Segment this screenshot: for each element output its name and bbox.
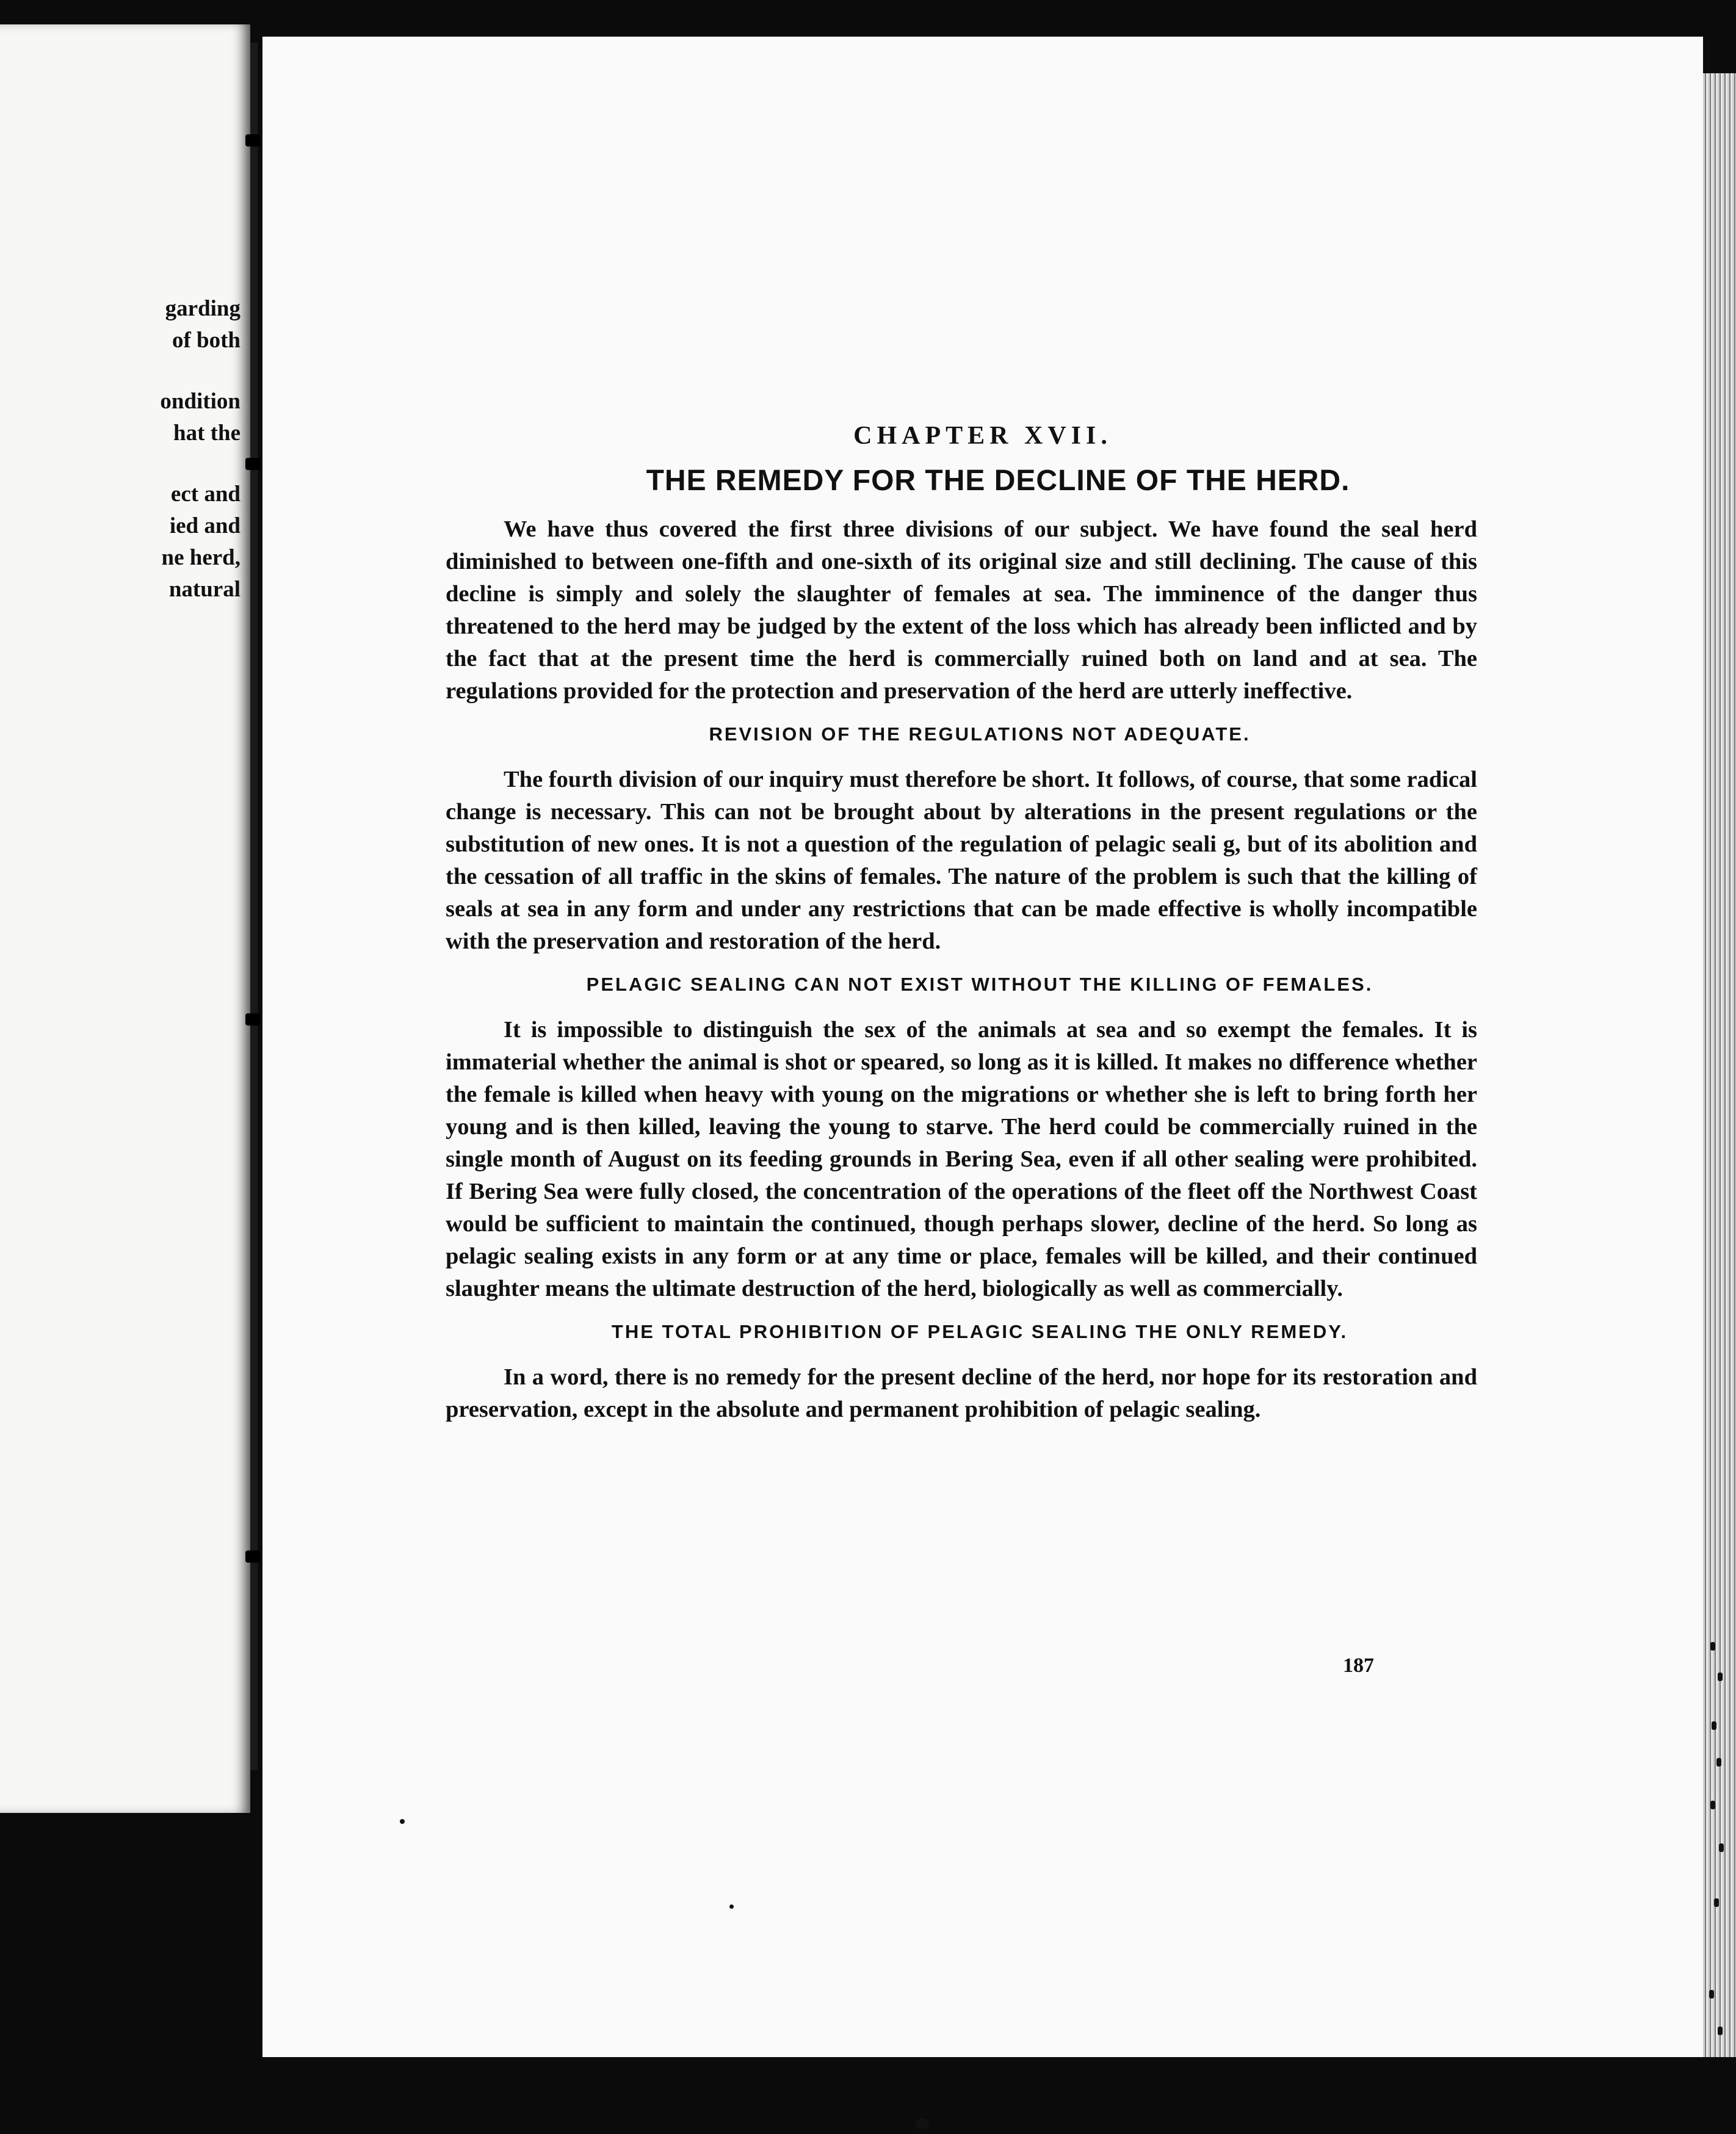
section-heading: THE TOTAL PROHIBITION OF PELAGIC SEALING THE ONLY REMEDY. [611,1321,1348,1342]
left-line: garding [165,296,241,321]
section-heading: PELAGIC SEALING CAN NOT EXIST WITHOUT THE KILLING OF FEMALES. [586,974,1373,995]
section-paragraph: In a word, there is no remedy for the present decline of the herd, nor hope for its restoration and preservation, except in the absolute and permanent prohibition of pelagic sealing. [446,1364,1477,1422]
left-page [0,24,250,1813]
left-line: ect and [170,482,241,507]
ink-speck [400,1819,405,1824]
left-line: ondition [160,389,241,414]
left-page-text [160,293,241,606]
binding-stitch [245,1550,260,1563]
binding-stitch [245,458,260,470]
ink-speck [729,1904,734,1909]
page-content [446,421,1477,1426]
book-spine [250,43,258,1770]
left-line: natural [168,577,241,602]
binding-stitch [245,134,260,146]
section-heading: REVISION OF THE REGULATIONS NOT ADEQUATE. [709,723,1251,745]
ink-speck [916,2118,929,2129]
left-line: ne herd, [161,545,241,570]
left-line: ied and [169,513,241,538]
section-paragraph: It is impossible to distinguish the sex of the animals at sea and so exempt the females. It is immaterial whether the animal is shot or speared, so long as it is killed. It makes no difference whether the female is killed when heavy with young on the migrations or whether she is left to bring forth her young and is then killed, leaving the young to starve. The herd could be commercially ruined in the single month of August on its feeding grounds in Bering Sea, even if all other sealing were prohibited. If Bering Sea were fully closed, the concentration of the operations of the fleet off the Northwest Coast would be sufficient to maintain the continued, though perhaps slower, decline of the herd. So long as pelagic sealing exists in any form or at any time or place, females will be killed, and their continued slaughter means the ultimate destruction of the herd, biologically as well as commercially. [446,1017,1477,1301]
section-paragraph: The fourth division of our inquiry must therefore be short. It follows, of course, that some radical change is necessary. This can not be brought about by alterations in the present regulations or the substitution of new ones. It is not a question of the regulation of pelagic seali g, but of its abolition and the cessation of all traffic in the skins of females. The nature of the problem is such that the killing of seals at sea in any form and under any restrictions that can be made effective is wholly incompatible with the preservation and restoration of the herd. [446,767,1477,954]
chapter-number: CHAPTER XVII. [853,422,1112,450]
page-number: 187 [1343,1654,1374,1677]
chapter-title: THE REMEDY FOR THE DECLINE OF THE HERD. [646,465,1350,497]
page-edges [1703,73,1736,2057]
left-line: of both [172,328,241,353]
intro-paragraph: We have thus covered the first three divisions of our subject. We have found the seal herd diminished to between one-fifth and one-sixth of its original size and still declining. The cause of this decline is simply and solely the slaughter of females at sea. The imminence of the danger thus threatened to the herd may be judged by the extent of the loss which has already been inflicted and by the fact that at the present time the herd is commercially ruined both on land and at sea. The regulations provided for the protection and preservation of the herd are utterly ineffective. [446,516,1477,704]
left-line: hat the [173,421,241,446]
binding-stitch [245,1013,260,1025]
